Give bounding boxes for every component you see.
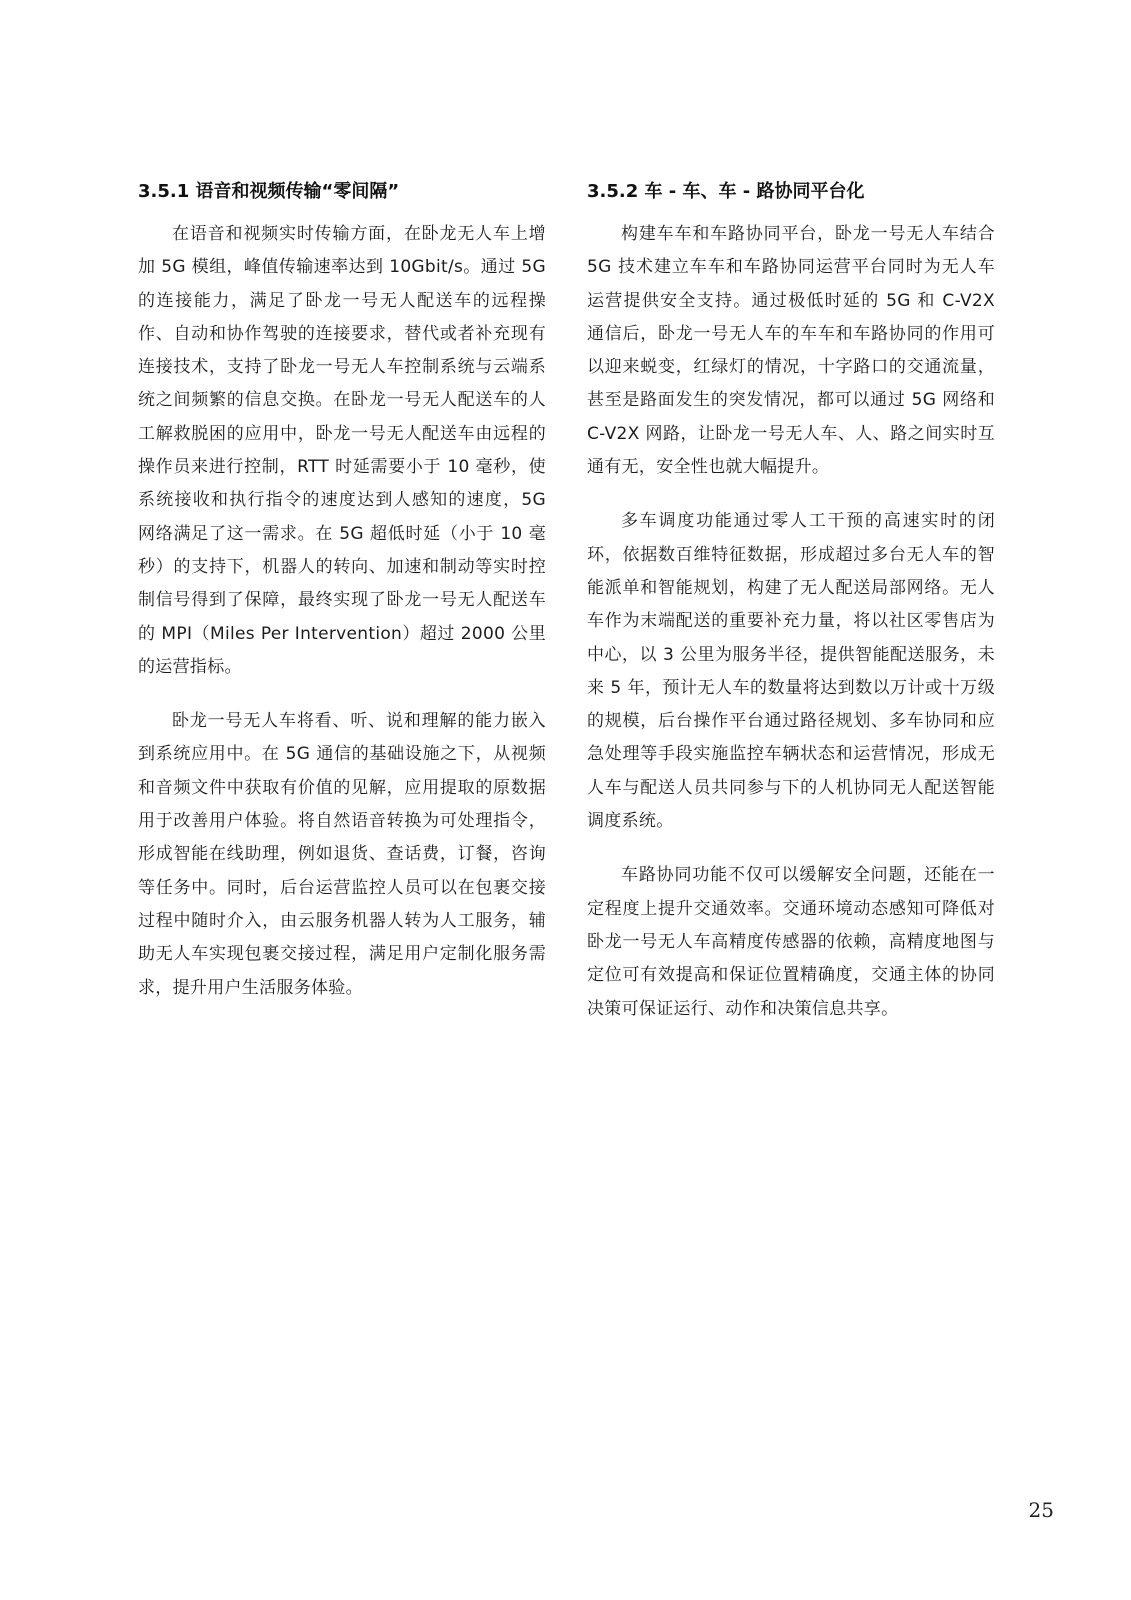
paragraph: 构建车车和车路协同平台，卧龙一号无人车结合 5G 技术建立车车和车路协同运营平台同时为无人车运营提供安全支持。通过极低时延的 5G 和 C-V2X 通信后，卧龙一号无人车的车车和车路协同的作用可以迎来蜕变，红绿灯的情况，十字路口的交通流量，甚至是路面发生的突发情况，都可以通过 5G 网络和 C-V2X 网路，让卧龙一号无人车、人、路之间实时互通有无，安全性也就大幅提升。 xyxy=(587,224,995,478)
section-heading-3-5-1: 3.5.1 语音和视频传输“零间隔” xyxy=(138,181,400,202)
paragraph: 卧龙一号无人车将看、听、说和理解的能力嵌入到系统应用中。在 5G 通信的基础设施之下，从视频和音频文件中获取有价值的见解，应用提取的原数据用于改善用户体验。将自然语音转换为可处理指令，形成智能在线助理，例如退货、查话费，订餐，咨询等任务中。同时，后台运营监控人员可以在包裹交接过程中随时介入，由云服务机器人转为人工服务，辅助无人车实现包裹交接过程，满足用户定制化服务需求，提升用户生活服务体验。 xyxy=(138,711,546,998)
page-number: 25 xyxy=(1028,1498,1054,1522)
left-column xyxy=(138,182,546,1005)
paragraph: 多车调度功能通过零人工干预的高速实时的闭环，依据数百维特征数据，形成超过多台无人车的智能派单和智能规划，构建了无人配送局部网络。无人车作为末端配送的重要补充力量，将以社区零售店为中心，以 3 公里为服务半径，提供智能配送服务，未来 5 年，预计无人车的数量将达到数以万计或十万级的规模，后台操作平台通过路径规划、多车协同和应急处理等手段实施监控车辆状态和运营情况，形成无人车与配送人员共同参与下的人机协同无人配送智能调度系统。 xyxy=(587,511,995,832)
paragraph: 在语音和视频实时传输方面，在卧龙无人车上增加 5G 模组，峰值传输速率达到 10Gbit/s。通过 5G 的连接能力，满足了卧龙一号无人配送车的远程操作、自动和协作驾驶的连接要求，替代或者补充现有连接技术，支持了卧龙一号无人车控制系统与云端系统之间频繁的信息交换。在卧龙一号无人配送车的人工解救脱困的应用中，卧龙一号无人配送车由远程的操作员来进行控制，RTT 时延需要小于 10 毫秒，使系统接收和执行指令的速度达到人感知的速度，5G 网络满足了这一需求。在 5G 超低时延（小于 10 毫秒）的支持下，机器人的转向、加速和制动等实时控制信号得到了保障，最终实现了卧龙一号无人配送车的 MPI（Miles Per Intervention）超过 2000 公里的运营指标。 xyxy=(138,224,546,677)
section-heading-3-5-2: 3.5.2 车 - 车、车 - 路协同平台化 xyxy=(587,181,865,202)
right-column xyxy=(587,182,995,1026)
paragraph: 车路协同功能不仅可以缓解安全问题，还能在一定程度上提升交通效率。交通环境动态感知可降低对卧龙一号无人车高精度传感器的依赖，高精度地图与定位可有效提高和保证位置精确度，交通主体的协同决策可保证运行、动作和决策信息共享。 xyxy=(587,865,995,1019)
